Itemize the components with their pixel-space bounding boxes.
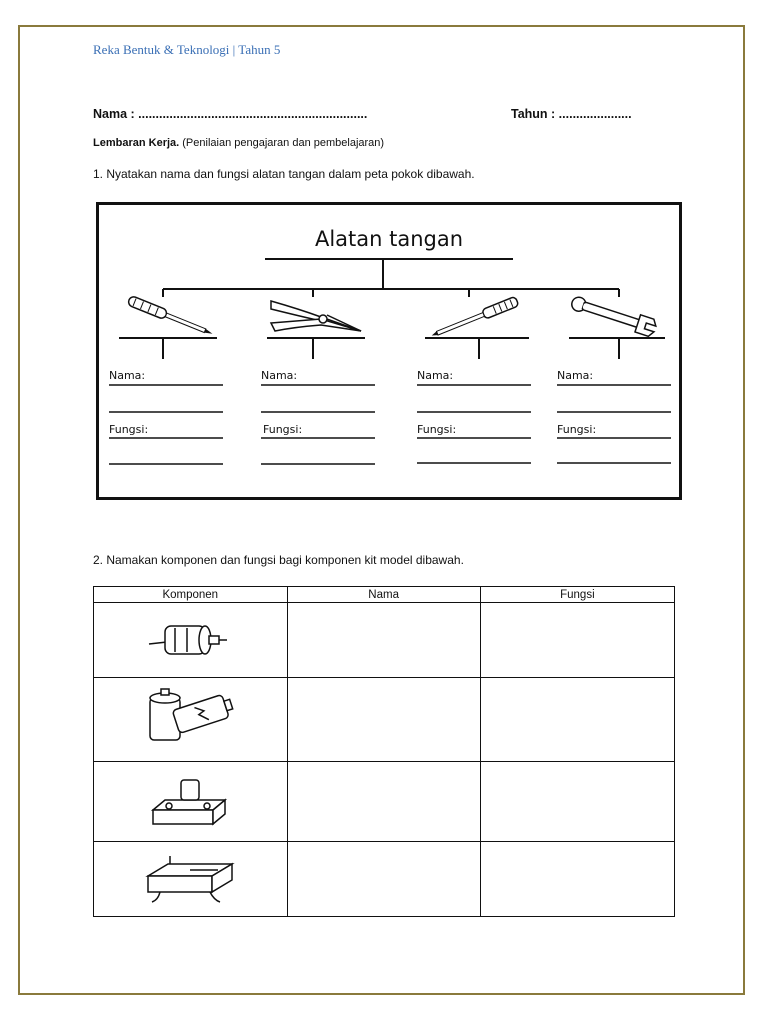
table-header-row	[94, 587, 675, 603]
component-image-cell	[94, 678, 288, 762]
answer-name-cell[interactable]	[287, 678, 480, 762]
worksheet-subtitle: (Penilaian pengajaran dan pembelajaran)	[182, 137, 385, 149]
tool-2-name-label: Nama:	[261, 369, 298, 382]
table-row	[94, 603, 675, 678]
answer-function-cell[interactable]	[480, 762, 674, 842]
worksheet-label: Lembaran Kerja.	[93, 137, 180, 149]
worksheet-heading	[93, 137, 384, 149]
component-image-cell	[94, 842, 288, 917]
table-row	[94, 678, 675, 762]
tool-1-name-label: Nama:	[109, 369, 146, 382]
tree-map	[96, 202, 682, 500]
pliers-icon	[271, 301, 361, 331]
tool-3-name-label: Nama:	[417, 369, 454, 382]
year-field: Tahun : .....................	[511, 107, 632, 121]
screwdriver-small-icon	[430, 296, 519, 340]
component-image-cell	[94, 762, 288, 842]
component-image-cell	[94, 603, 288, 678]
tree-title: Alatan tangan	[314, 227, 464, 251]
column-header-nama: Nama	[287, 587, 480, 603]
tool-4-function-label: Fungsi:	[557, 423, 597, 436]
screwdriver-icon	[127, 295, 214, 338]
battery-icon	[140, 686, 240, 750]
tool-1-function-label: Fungsi:	[109, 423, 149, 436]
question-2: 2. Namakan komponen dan fungsi bagi komponen kit model dibawah.	[93, 553, 464, 567]
table-row	[94, 762, 675, 842]
push-switch-icon	[145, 770, 235, 830]
answer-function-cell[interactable]	[480, 678, 674, 762]
question-1: 1. Nyatakan nama dan fungsi alatan tangan dalam peta pokok dibawah.	[93, 167, 475, 181]
answer-function-cell[interactable]	[480, 842, 674, 917]
tool-2-function-label: Fungsi:	[263, 423, 303, 436]
page-header: Reka Bentuk & Teknologi | Tahun 5	[93, 42, 281, 57]
answer-name-cell[interactable]	[287, 842, 480, 917]
tool-3-function-label: Fungsi:	[417, 423, 457, 436]
tool-4-name-label: Nama:	[557, 369, 594, 382]
answer-name-cell[interactable]	[287, 762, 480, 842]
answer-name-cell[interactable]	[287, 603, 480, 678]
battery-holder-icon	[140, 850, 240, 906]
table-row	[94, 842, 675, 917]
motor-icon	[145, 614, 235, 664]
column-header-komponen: Komponen	[94, 587, 288, 603]
component-table	[93, 586, 675, 917]
answer-function-cell[interactable]	[480, 603, 674, 678]
name-field: Nama : ..................................................................	[93, 107, 368, 121]
wrench-icon	[569, 294, 657, 338]
column-header-fungsi: Fungsi	[480, 587, 674, 603]
